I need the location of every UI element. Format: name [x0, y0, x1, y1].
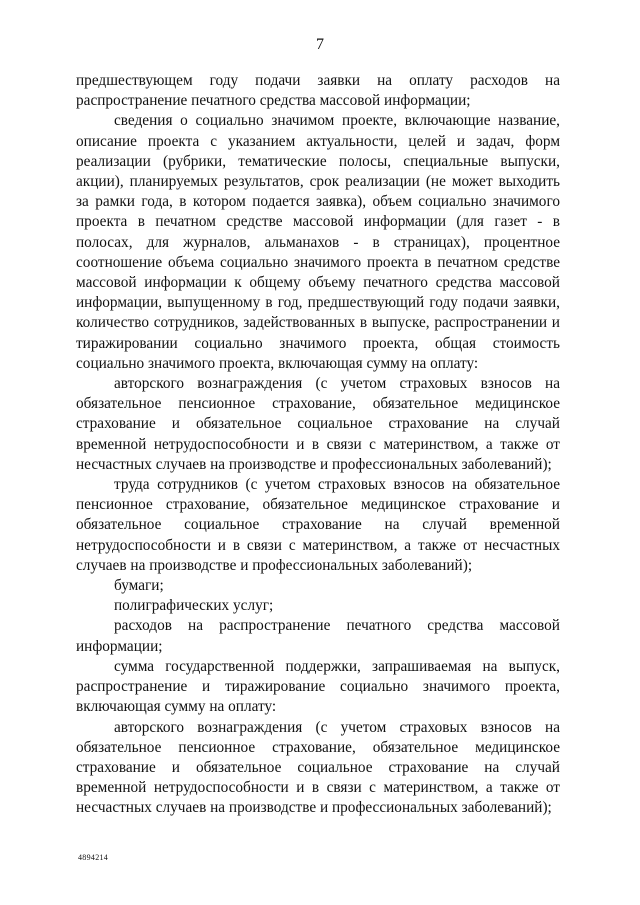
paragraph: авторского вознаграждения (с учетом страховых взносов на обязательное пенсионное страхование, обязательное медицинское страхование и обязательное социальное страхование на случай временной нетрудоспособности и в связи с материнством, а также от несчастных случаев на производстве и профессиональных заболеваний); [76, 375, 560, 473]
paragraph: авторского вознаграждения (с учетом страховых взносов на обязательное пенсионное страхование, обязательное медицинское страхование и обязательное социальное страхование на случай временной нетрудоспособности и в связи с материнством, а также от несчастных случаев на производстве и профессиональных заболеваний); [76, 718, 560, 817]
paragraph: сведения о социально значимом проекте, включающие название, описание проекта с указанием актуальности, целей и задач, форм реализации (рубрики, тематические полосы, специальные выпуски, акции), планируемых результатов, срок реализации (не может выходить за рамки года, в котором подается заявка), объем социально значимого проекта в печатном средстве массовой информации (для газет - в полосах, для журналов, альманахов - в страницах), процентное соотношение объема социально значимого проекта в печатном средстве массовой информации к общему объему печатного средства массовой информации, выпущенному в год, предшествующий году подачи заявки, количество сотрудников, задействованных в выпуске, распространении и тиражировании социально значимого проекта, общая стоимость социально значимого проекта, включающая сумму на оплату: [76, 112, 560, 372]
document-code: 4894214 [78, 853, 109, 862]
paragraph: полиграфических услуг; [114, 597, 274, 615]
paragraph: предшествующем году подачи заявки на оплату расходов на распространение печатного средства массовой информации; [76, 72, 560, 110]
paragraph: расходов на распространение печатного средства массовой информации; [76, 617, 560, 655]
paragraph: бумаги; [114, 577, 164, 595]
paragraph: сумма государственной поддержки, запрашиваемая на выпуск, распространение и тиражирование социально значимого проекта, включающая сумму на оплату: [76, 657, 560, 716]
document-body [76, 71, 560, 819]
page-number: 7 [316, 36, 324, 53]
paragraph: труда сотрудников (с учетом страховых взносов на обязательное пенсионное страхование, обязательное медицинское страхование и обязательное социальное страхование на случай временной нетрудоспособности и в связи с материнством, а также от несчастных случаев на производстве и профессиональных заболеваний); [76, 476, 560, 574]
